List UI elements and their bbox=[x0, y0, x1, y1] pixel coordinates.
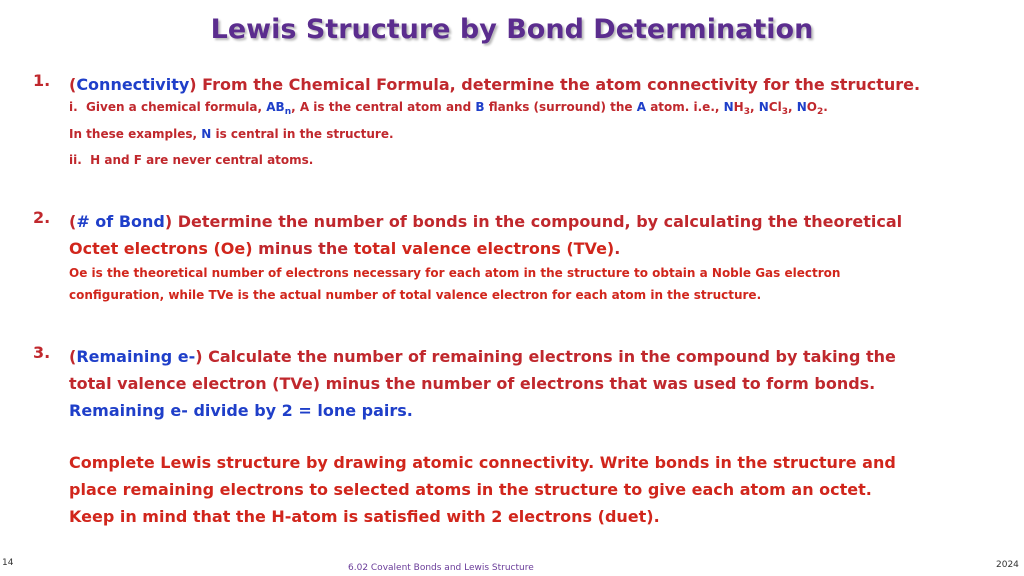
step-3-heading: (Remaining e-) Calculate the number of remaining electrons in the compound by taking the bbox=[69, 347, 896, 366]
step-1-keyword: Connectivity bbox=[76, 75, 190, 94]
step-2-number: 2. bbox=[33, 208, 51, 227]
step-3-keyword: Remaining e- bbox=[76, 347, 196, 366]
step-2-heading: (# of Bond) Determine the number of bonds in the compound, by calculating the theoretical bbox=[69, 212, 903, 231]
complete-line-2: place remaining electrons to selected atoms in the structure to give each atom an octet. bbox=[69, 480, 872, 499]
step-3-lone-pairs: Remaining e- divide by 2 = lone pairs. bbox=[69, 401, 413, 420]
step-1-item-ii: ii. H and F are never central atoms. bbox=[69, 153, 314, 167]
step-1-number: 1. bbox=[33, 71, 51, 90]
footer-year: 2024 bbox=[996, 560, 1019, 570]
step-2-definition-1: Oe is the theoretical number of electrons necessary for each atom in the structure to obtain a Noble Gas electron bbox=[69, 266, 841, 280]
complete-line-1: Complete Lewis structure by drawing atomic connectivity. Write bonds in the structure and bbox=[69, 453, 896, 472]
step-2-keyword: # of Bond bbox=[76, 212, 165, 231]
slide-title: Lewis Structure by Bond Determination bbox=[210, 14, 814, 45]
step-1-heading: (Connectivity) From the Chemical Formula, determine the atom connectivity for the structure. bbox=[69, 75, 921, 94]
page-number: 14 bbox=[2, 558, 14, 568]
step-3-line-2: total valence electron (TVe) minus the number of electrons that was used to form bonds. bbox=[69, 374, 876, 393]
step-2-definition-2: configuration, while TVe is the actual number of total valence electron for each atom in the structure. bbox=[69, 288, 762, 302]
step-1-item-i-cont: In these examples, N is central in the structure. bbox=[69, 127, 394, 141]
footer-title: 6.02 Covalent Bonds and Lewis Structure bbox=[348, 563, 534, 573]
complete-line-3: Keep in mind that the H-atom is satisfied with 2 electrons (duet). bbox=[69, 507, 660, 526]
step-2-line-2: Octet electrons (Oe) minus the total valence electrons (TVe). bbox=[69, 239, 621, 258]
step-1-item-i: i. Given a chemical formula, $AB_n$, A is the central atom and B flanks (surround) the A atom. i.e., $NH_3$, NCl$_3$, $NO_2$. bbox=[69, 100, 828, 117]
step-3-number: 3. bbox=[33, 343, 51, 362]
